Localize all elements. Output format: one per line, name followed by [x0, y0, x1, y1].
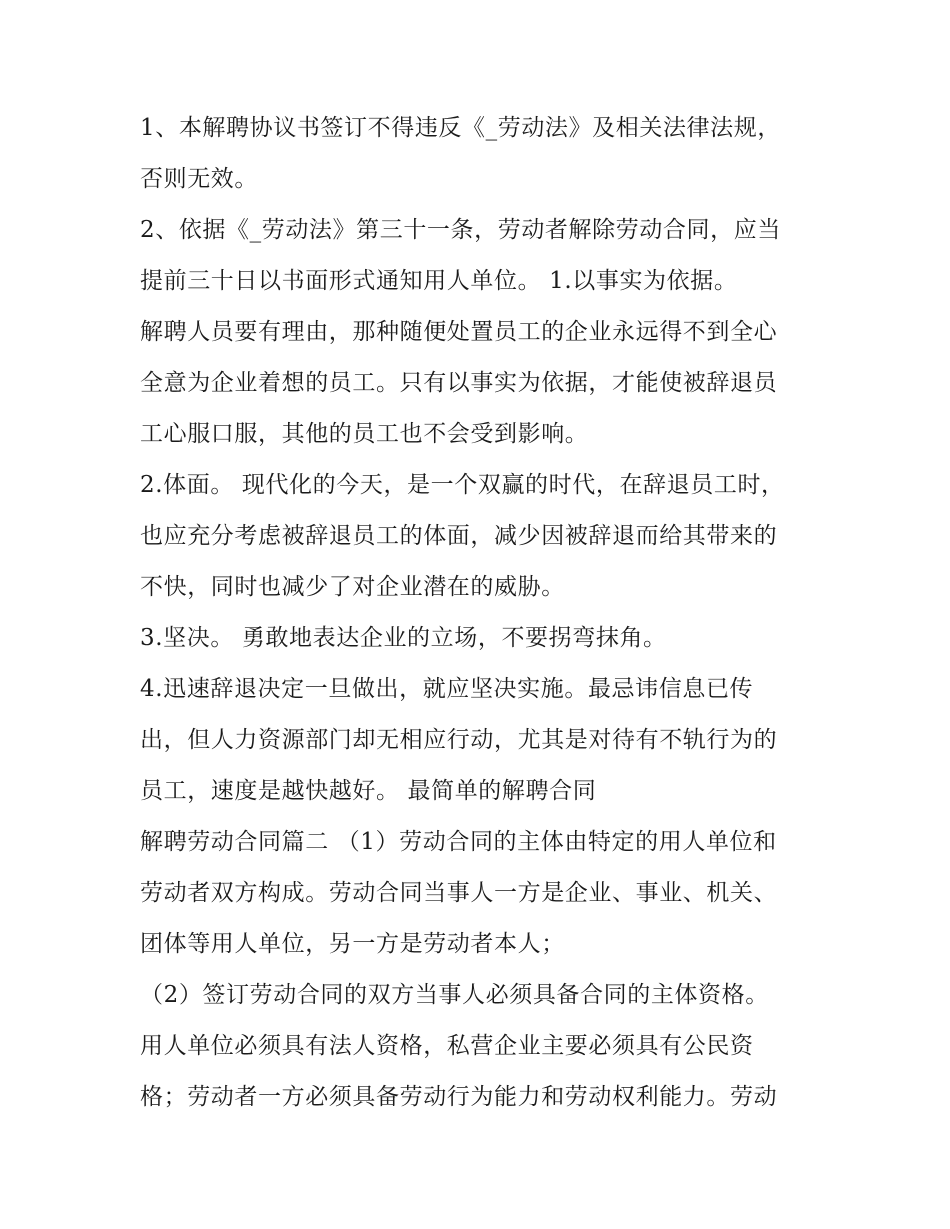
- text-line: 3.坚决。 勇敢地表达企业的立场，不要拐弯抹角。: [140, 625, 667, 651]
- document-body: [140, 103, 820, 1123]
- text-line: 2、依据《_劳动法》第三十一条，劳动者解除劳动合同，应当: [140, 217, 781, 243]
- text-line: 2.体面。 现代化的今天，是一个双赢的时代，在辞退员工时，: [140, 472, 785, 498]
- text-line: （2）签订劳动合同的双方当事人必须具备合同的主体资格。: [140, 982, 769, 1008]
- text-line: 解聘人员要有理由，那种随便处置员工的企业永远得不到全心: [140, 319, 778, 345]
- text-line: 4.迅速辞退决定一旦做出，就应坚决实施。最忌讳信息已传: [140, 676, 754, 702]
- text-line: 格；劳动者一方必须具备劳动行为能力和劳动权利能力。劳动: [140, 1084, 778, 1110]
- text-line: 劳动者双方构成。劳动合同当事人一方是企业、事业、机关、: [140, 880, 778, 906]
- text-line: 提前三十日以书面形式通知用人单位。 1.以事实为依据。: [140, 268, 738, 294]
- text-line: 解聘劳动合同篇二 （1）劳动合同的主体由特定的用人单位和: [140, 829, 777, 855]
- text-line: 不快，同时也减少了对企业潜在的威胁。: [140, 574, 565, 600]
- text-line: 员工，速度是越快越好。 最简单的解聘合同: [140, 778, 597, 804]
- text-line: 1、本解聘协议书签订不得违反《_劳动法》及相关法律法规，: [140, 115, 781, 141]
- text-line: 也应充分考虑被辞退员工的体面，减少因被辞退而给其带来的: [140, 523, 778, 549]
- text-line: 出，但人力资源部门却无相应行动，尤其是对待有不轨行为的: [140, 727, 778, 753]
- text-line: 团体等用人单位，另一方是劳动者本人；: [140, 931, 565, 957]
- text-line: 否则无效。: [140, 166, 258, 192]
- text-line: 全意为企业着想的员工。只有以事实为依据，才能使被辞退员: [140, 370, 778, 396]
- text-line: 用人单位必须具有法人资格，私营企业主要必须具有公民资: [140, 1033, 754, 1059]
- text-line: 工心服口服，其他的员工也不会受到影响。: [140, 421, 589, 447]
